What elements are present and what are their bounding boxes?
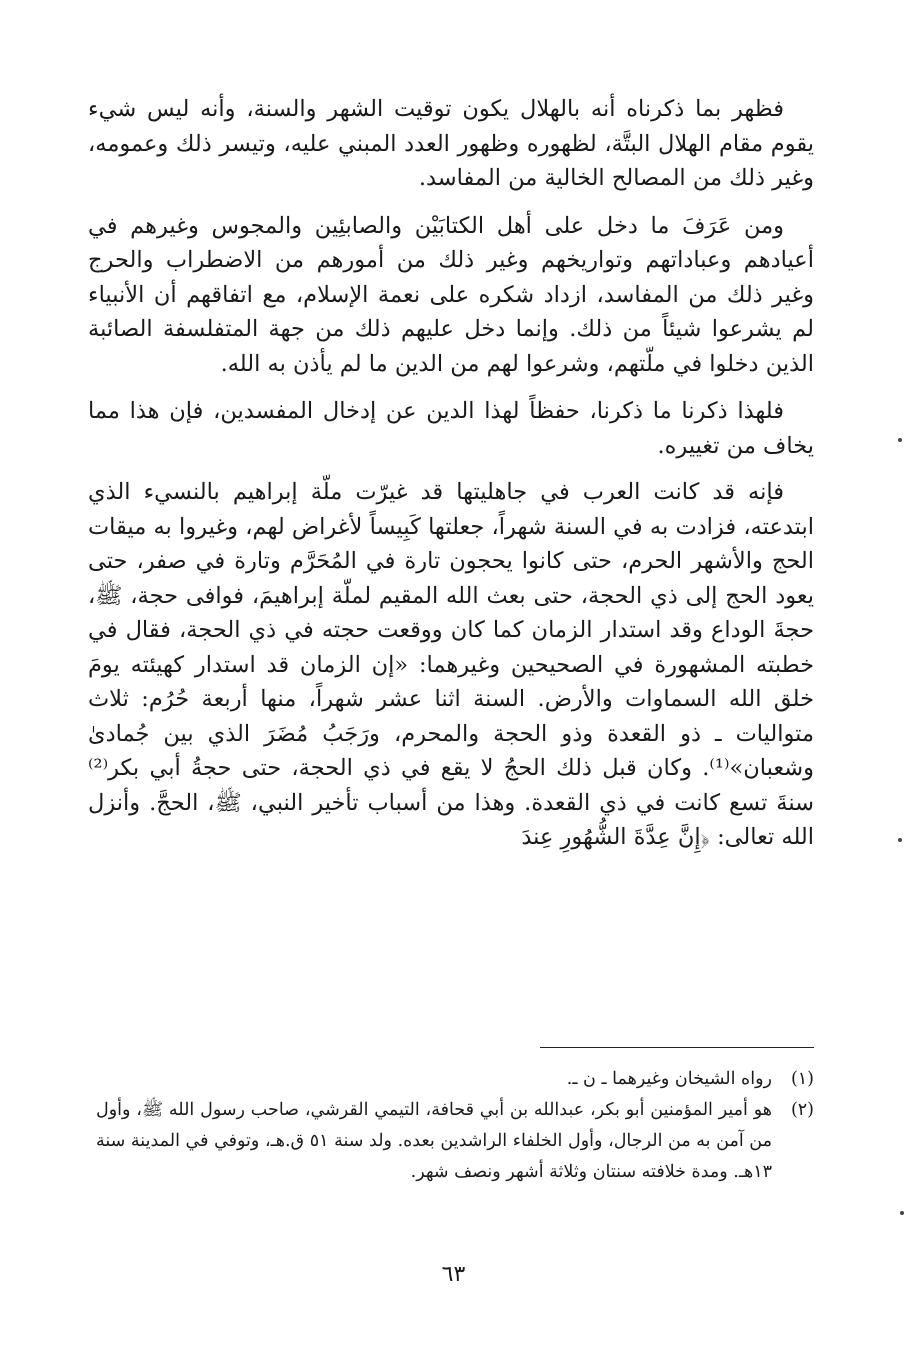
footnote-text: رواه الشيخان وغيرهما ـ ن ـ. bbox=[566, 1069, 772, 1089]
paragraph-2: ومن عَرَفَ ما دخل على أهل الكتابَيْن والصابئِين والمجوس وغيرهم في أعيادهم وعباداتهم وتواريخهم وغير ذلك من أمورهم من الاضطراب والحرج وغير ذلك من المفاسد، ازداد شكره على نعمة الإسلام، مع اتفاقهم أن الأنبياء لم يشرعوا شيئاً من ذلك. وإنما دخل عليهم ذلك من جهة المتفلسفة الصائبة الذين دخلوا في ملّتهم، وشرعوا لهم من الدين ما لم يأذن به الله. bbox=[88, 212, 814, 377]
footnote-divider bbox=[540, 1047, 814, 1048]
footnote-2 bbox=[96, 1095, 814, 1188]
main-text bbox=[88, 92, 814, 868]
footnote-1 bbox=[96, 1064, 814, 1095]
margin-mark bbox=[898, 438, 902, 442]
page-number: ٦٣ bbox=[441, 1262, 466, 1287]
footnote-text: هو أمير المؤمنين أبو بكر، عبدالله بن أبي قحافة، التيمي القرشي، صاحب رسول الله ﷺ، وأول من آمن به من الرجال، وأول الخلفاء الراشدين بعده. ولد سنة ٥١ ق.هـ، وتوفي في المدينة سنة ١٣هـ. ومدة خلافته سنتان وثلاثة أشهر ونصف شهر. bbox=[96, 1100, 772, 1182]
footnote-number: (٢) bbox=[790, 1100, 814, 1120]
paragraph-3: فلهذا ذكرنا ما ذكرنا، حفظاً لهذا الدين عن إدخال المفسدين، فإن هذا مما يخاف من تغييره. bbox=[88, 398, 814, 459]
margin-mark bbox=[900, 1211, 904, 1215]
footnotes bbox=[96, 1064, 814, 1188]
margin-mark bbox=[898, 838, 902, 842]
footnote-number: (١) bbox=[790, 1069, 814, 1089]
paragraph-1: فظهر بما ذكرناه أنه بالهلال يكون توقيت الشهر والسنة، وأنه ليس شيء يقوم مقام الهلال البتَّة، لظهوره وظهور العدد المبني عليه، وتيسر ذلك وعمومه، وغير ذلك من المصالح الخالية من المفاسد. bbox=[88, 96, 814, 191]
paragraph-4: فإنه قد كانت العرب في جاهليتها قد غيرّت ملّة إبراهيم بالنسيء الذي ابتدعته، فزادت به في السنة شهراً، جعلتها كَبِيساً لأغراض لهم، وغيروا به ميقات الحج والأشهر الحرم، حتى كانوا يحجون تارة في المُحَرَّم وتارة في صفر، حتى يعود الحج إلى ذي الحجة، حتى بعث الله المقيم لملّة إبراهيمَ، فوافى حجة، ﷺ، حجةَ الوداع وقد استدار الزمان كما كان ووقعت حجته في ذي الحجة، فقال في خطبته المشهورة في الصحيحين وغيرهما: «إن الزمان قد استدار كهيئته يومَ خلق الله السماوات والأرض. السنة اثنا عشر شهراً، منها أربعة حُرُم: ثلاث متواليات ـ ذو القعدة وذو الحجة والمحرم، ورَجَبُ مُضَرَ الذي بين جُمادىٰ وشعبان»⁽¹⁾. وكان قبل ذلك الحجُ لا يقع في ذي الحجة، حتى حجةُ أبي بكر⁽²⁾ سنةَ تسع كانت في ذي القعدة. وهذا من أسباب تأخير النبي، ﷺ، الحجَّ. وأنزل الله تعالى: ﴿إِنَّ عِدَّةَ الشُّهُورِ عِندَ bbox=[88, 479, 814, 850]
